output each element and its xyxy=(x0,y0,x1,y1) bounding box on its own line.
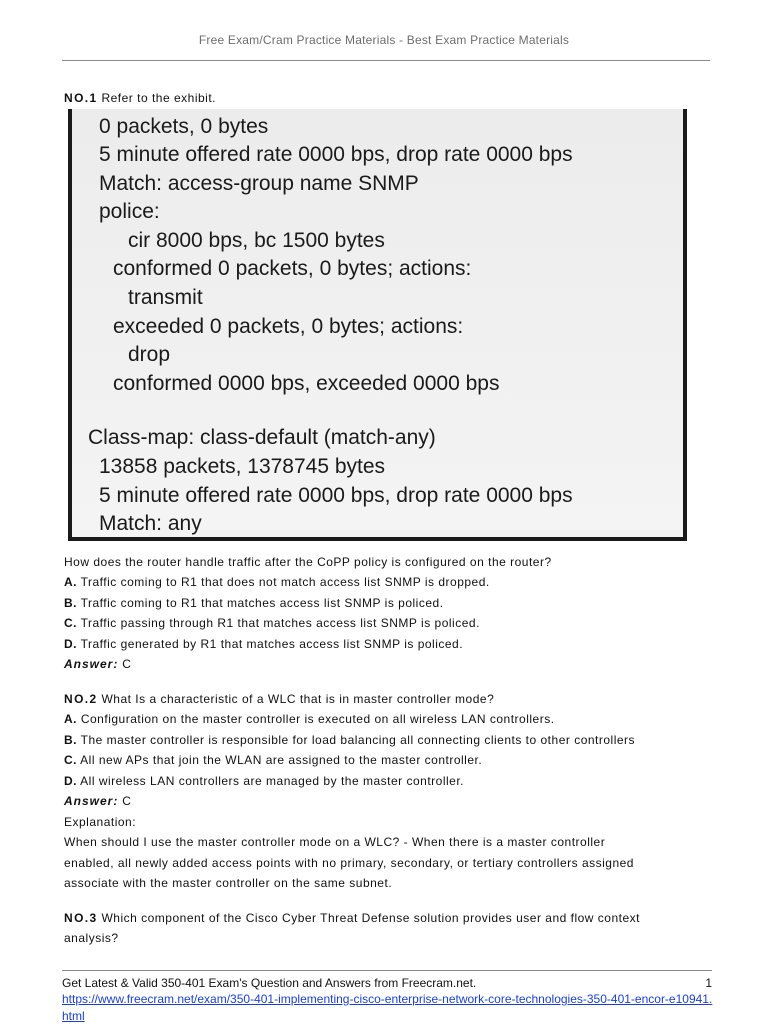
option-b xyxy=(64,593,716,614)
exhibit-line: 5 minute offered rate 0000 bps, drop rate 0000 bps xyxy=(99,143,573,167)
exhibit-line: 13858 packets, 1378745 bytes xyxy=(99,455,386,479)
explanation-label: Explanation: xyxy=(64,814,137,829)
option-c xyxy=(64,750,716,771)
explanation-line: associate with the master controller on the same subnet. xyxy=(64,876,393,890)
question-number: NO.1 xyxy=(64,91,98,105)
question-1-text: How does the router handle traffic after the CoPP policy is configured on the router? xyxy=(64,554,552,569)
page-footer xyxy=(62,970,712,1024)
option-text: All new APs that join the WLAN are assigned to the master controller. xyxy=(80,753,483,767)
option-letter: B. xyxy=(64,732,77,747)
exhibit-gap xyxy=(72,398,683,424)
option-text: Traffic coming to R1 that does not match access list SNMP is dropped. xyxy=(80,575,490,589)
explanation-line: When should I use the master controller mode on a WLC? - When there is a master controller xyxy=(64,835,606,849)
option-letter: C. xyxy=(64,753,77,767)
question-text: What Is a characteristic of a WLC that is in master controller mode? xyxy=(101,691,495,706)
answer-line xyxy=(64,654,716,675)
page-header: Free Exam/Cram Practice Materials - Best Exam Practice Materials xyxy=(198,33,570,47)
exhibit-line: 5 minute offered rate 0000 bps, drop rate 0000 bps xyxy=(99,483,573,507)
option-d xyxy=(64,634,716,655)
question-3-heading xyxy=(64,908,716,929)
footer-row xyxy=(62,976,712,990)
question-text: Which component of the Cisco Cyber Threat Defense solution provides user and flow context xyxy=(101,910,640,925)
option-letter: B. xyxy=(64,595,77,610)
question-1-heading xyxy=(64,88,716,109)
option-b xyxy=(64,730,716,751)
answer-label: Answer: xyxy=(64,657,119,671)
page-number: 1 xyxy=(705,976,712,990)
option-letter: A. xyxy=(64,575,77,589)
option-letter: A. xyxy=(64,712,77,726)
question-2-heading xyxy=(64,689,716,710)
answer-line xyxy=(64,791,716,812)
exhibit-line: Match: access-group name SNMP xyxy=(99,171,419,195)
option-text: Traffic passing through R1 that matches access list SNMP is policed. xyxy=(80,616,480,630)
answer-label: Answer: xyxy=(64,794,119,808)
option-d xyxy=(64,771,716,792)
footer-link[interactable]: https://www.freecram.net/exam/350-401-implementing-cisco-enterprise-network-core-technologies-350-401-encor-e10941.html xyxy=(62,992,713,1023)
exhibit-line: transmit xyxy=(128,286,203,310)
option-text: The master controller is responsible for load balancing all connecting clients to other controllers xyxy=(80,732,636,747)
exhibit-line: cir 8000 bps, bc 1500 bytes xyxy=(128,228,385,252)
exhibit-line: exceeded 0 packets, 0 bytes; actions: xyxy=(113,314,464,338)
footer-text: Get Latest & Valid 350-401 Exam's Question and Answers from Freecram.net. xyxy=(62,976,477,990)
exhibit-line: Match: any xyxy=(99,512,202,536)
question-number: NO.3 xyxy=(64,910,98,925)
explanation-line: enabled, all newly added access points with no primary, secondary, or tertiary controllers assigned xyxy=(64,855,634,870)
exhibit-line: Class-map: class-default (match-any) xyxy=(88,426,436,450)
option-letter: D. xyxy=(64,636,77,651)
option-letter: D. xyxy=(64,773,77,788)
question-intro: Refer to the exhibit. xyxy=(101,91,217,105)
option-text: All wireless LAN controllers are managed by the master controller. xyxy=(80,773,464,788)
option-a xyxy=(64,709,716,730)
answer-value: C xyxy=(122,657,132,671)
exhibit-image xyxy=(68,109,687,541)
exhibit-line: 0 packets, 0 bytes xyxy=(99,114,269,138)
answer-value: C xyxy=(122,794,132,808)
header-divider xyxy=(62,60,710,61)
exhibit-line: police: xyxy=(99,200,160,224)
option-text: Configuration on the master controller is executed on all wireless LAN controllers. xyxy=(80,712,555,726)
option-a xyxy=(64,572,716,593)
question-number: NO.2 xyxy=(64,691,98,706)
option-c xyxy=(64,613,716,634)
option-text: Traffic generated by R1 that matches access list SNMP is policed. xyxy=(80,636,464,651)
exhibit-line: drop xyxy=(128,343,171,367)
option-text: Traffic coming to R1 that matches access list SNMP is policed. xyxy=(80,595,444,610)
document-body xyxy=(64,88,716,949)
exhibit-line: conformed 0000 bps, exceeded 0000 bps xyxy=(113,371,500,395)
option-letter: C. xyxy=(64,616,77,630)
question-text-continued: analysis? xyxy=(64,931,119,945)
exhibit-line: conformed 0 packets, 0 bytes; actions: xyxy=(113,257,472,281)
